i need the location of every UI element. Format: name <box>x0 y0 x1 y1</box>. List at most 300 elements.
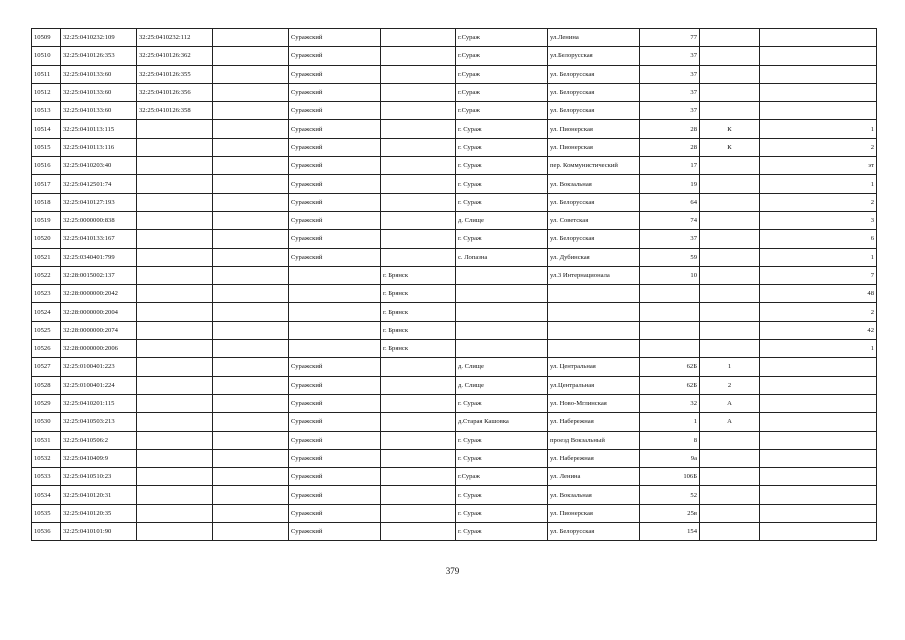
house-number-cell: 25в <box>640 504 700 522</box>
locality-cell: г. Сураж <box>456 449 548 467</box>
record-number-cell: 10530 <box>32 413 61 431</box>
building-letter-cell <box>700 230 760 248</box>
cadastral-number-cell: 32:25:0410113:115 <box>61 120 137 138</box>
record-number-cell: 10524 <box>32 303 61 321</box>
district-cell: Суражский <box>289 468 381 486</box>
street-cell: проезд Вокзальный <box>548 431 640 449</box>
empty-cell <box>213 175 289 193</box>
building-letter-cell <box>700 211 760 229</box>
house-number-cell: 28 <box>640 120 700 138</box>
record-number-cell: 10523 <box>32 285 61 303</box>
house-number-cell: 59 <box>640 248 700 266</box>
apartment-cell <box>760 431 877 449</box>
cadastral-number-cell: 32:25:0410120:35 <box>61 504 137 522</box>
cadastral-number-cell: 32:28:0000000:2004 <box>61 303 137 321</box>
cadastral-number-cell: 32:25:0410203:40 <box>61 157 137 175</box>
record-number-cell: 10529 <box>32 394 61 412</box>
cadastral-number-cell: 32:25:0410133:60 <box>61 83 137 101</box>
apartment-cell <box>760 523 877 541</box>
locality-cell: г. Сураж <box>456 138 548 156</box>
cadastral-number-cell: 32:25:0410127:193 <box>61 193 137 211</box>
city-cell <box>381 175 456 193</box>
cadastral-number-cell: 32:25:0100401:224 <box>61 376 137 394</box>
related-cadastral-number-cell <box>137 120 213 138</box>
city-cell: г. Брянск <box>381 321 456 339</box>
building-letter-cell <box>700 340 760 358</box>
cadastral-number-cell: 32:25:0410133:167 <box>61 230 137 248</box>
house-number-cell <box>640 321 700 339</box>
apartment-cell: 1 <box>760 340 877 358</box>
table-row <box>32 394 877 412</box>
related-cadastral-number-cell <box>137 266 213 284</box>
record-number-cell: 10513 <box>32 102 61 120</box>
apartment-cell <box>760 102 877 120</box>
building-letter-cell: К <box>700 138 760 156</box>
cadastral-number-cell: 32:25:0410506:2 <box>61 431 137 449</box>
district-cell: Суражский <box>289 376 381 394</box>
district-cell <box>289 285 381 303</box>
district-cell: Суражский <box>289 394 381 412</box>
cadastral-number-cell: 32:25:0410201:115 <box>61 394 137 412</box>
street-cell: ул. Дубинская <box>548 248 640 266</box>
cadastral-number-cell: 32:28:0000000:2042 <box>61 285 137 303</box>
related-cadastral-number-cell <box>137 285 213 303</box>
cadastral-number-cell: 32:25:0410133:60 <box>61 65 137 83</box>
building-letter-cell <box>700 303 760 321</box>
district-cell: Суражский <box>289 47 381 65</box>
table-row <box>32 376 877 394</box>
city-cell <box>381 83 456 101</box>
building-letter-cell <box>700 83 760 101</box>
record-number-cell: 10527 <box>32 358 61 376</box>
district-cell: Суражский <box>289 413 381 431</box>
record-number-cell: 10521 <box>32 248 61 266</box>
cadastral-number-cell: 32:25:0410409:9 <box>61 449 137 467</box>
record-number-cell: 10533 <box>32 468 61 486</box>
related-cadastral-number-cell <box>137 413 213 431</box>
empty-cell <box>213 413 289 431</box>
building-letter-cell: К <box>700 120 760 138</box>
house-number-cell: 106Б <box>640 468 700 486</box>
empty-cell <box>213 321 289 339</box>
locality-cell: г. Сураж <box>456 523 548 541</box>
street-cell <box>548 321 640 339</box>
house-number-cell: 154 <box>640 523 700 541</box>
locality-cell: г. Сураж <box>456 120 548 138</box>
district-cell: Суражский <box>289 431 381 449</box>
apartment-cell: 3 <box>760 211 877 229</box>
city-cell <box>381 376 456 394</box>
related-cadastral-number-cell <box>137 376 213 394</box>
empty-cell <box>213 47 289 65</box>
apartment-cell <box>760 47 877 65</box>
house-number-cell: 37 <box>640 102 700 120</box>
cadastral-number-cell: 32:25:0410232:109 <box>61 29 137 47</box>
house-number-cell <box>640 340 700 358</box>
street-cell <box>548 303 640 321</box>
city-cell <box>381 486 456 504</box>
house-number-cell: 62Б <box>640 376 700 394</box>
table-row <box>32 193 877 211</box>
house-number-cell: 37 <box>640 230 700 248</box>
apartment-cell: 1 <box>760 120 877 138</box>
empty-cell <box>213 83 289 101</box>
locality-cell <box>456 285 548 303</box>
record-number-cell: 10514 <box>32 120 61 138</box>
city-cell <box>381 523 456 541</box>
street-cell: ул. Набережная <box>548 449 640 467</box>
apartment-cell: 2 <box>760 193 877 211</box>
related-cadastral-number-cell <box>137 340 213 358</box>
street-cell: ул. Белорусская <box>548 523 640 541</box>
district-cell: Суражский <box>289 358 381 376</box>
district-cell: Суражский <box>289 102 381 120</box>
apartment-cell: 1 <box>760 175 877 193</box>
page-number: 379 <box>445 566 460 576</box>
district-cell: Суражский <box>289 248 381 266</box>
related-cadastral-number-cell: 32:25:0410126:362 <box>137 47 213 65</box>
cadastral-number-cell: 32:28:0000000:2074 <box>61 321 137 339</box>
record-number-cell: 10535 <box>32 504 61 522</box>
district-cell: Суражский <box>289 504 381 522</box>
record-number-cell: 10517 <box>32 175 61 193</box>
record-number-cell: 10534 <box>32 486 61 504</box>
empty-cell <box>213 211 289 229</box>
empty-cell <box>213 431 289 449</box>
district-cell: Суражский <box>289 120 381 138</box>
city-cell <box>381 504 456 522</box>
city-cell: г. Брянск <box>381 285 456 303</box>
apartment-cell <box>760 65 877 83</box>
related-cadastral-number-cell <box>137 394 213 412</box>
district-cell <box>289 340 381 358</box>
city-cell <box>381 102 456 120</box>
house-number-cell: 52 <box>640 486 700 504</box>
apartment-cell <box>760 468 877 486</box>
house-number-cell: 1 <box>640 413 700 431</box>
city-cell <box>381 248 456 266</box>
house-number-cell: 62Б <box>640 358 700 376</box>
table-row <box>32 29 877 47</box>
city-cell <box>381 358 456 376</box>
cadastral-number-cell: 32:25:0000000:838 <box>61 211 137 229</box>
house-number-cell <box>640 285 700 303</box>
building-letter-cell: 1 <box>700 358 760 376</box>
related-cadastral-number-cell <box>137 303 213 321</box>
apartment-cell: 6 <box>760 230 877 248</box>
district-cell: Суражский <box>289 157 381 175</box>
table-row <box>32 157 877 175</box>
record-number-cell: 10511 <box>32 65 61 83</box>
table-row <box>32 175 877 193</box>
district-cell: Суражский <box>289 449 381 467</box>
locality-cell: г.Сураж <box>456 83 548 101</box>
locality-cell: г. Сураж <box>456 504 548 522</box>
city-cell <box>381 468 456 486</box>
cadastral-number-cell: 32:25:0410133:60 <box>61 102 137 120</box>
city-cell <box>381 431 456 449</box>
empty-cell <box>213 486 289 504</box>
related-cadastral-number-cell <box>137 486 213 504</box>
record-number-cell: 10532 <box>32 449 61 467</box>
city-cell <box>381 449 456 467</box>
cadastral-number-cell: 32:25:0410113:116 <box>61 138 137 156</box>
cadastral-number-cell: 32:25:0410126:353 <box>61 47 137 65</box>
district-cell: Суражский <box>289 193 381 211</box>
locality-cell: г. Сураж <box>456 175 548 193</box>
record-number-cell: 10515 <box>32 138 61 156</box>
apartment-cell: 7 <box>760 266 877 284</box>
empty-cell <box>213 523 289 541</box>
city-cell: г. Брянск <box>381 266 456 284</box>
building-letter-cell <box>700 102 760 120</box>
district-cell: Суражский <box>289 211 381 229</box>
locality-cell: г.Сураж <box>456 468 548 486</box>
empty-cell <box>213 376 289 394</box>
apartment-cell: 2 <box>760 303 877 321</box>
table-row <box>32 248 877 266</box>
empty-cell <box>213 138 289 156</box>
related-cadastral-number-cell <box>137 504 213 522</box>
street-cell: ул. Советская <box>548 211 640 229</box>
table-row <box>32 486 877 504</box>
table-row <box>32 321 877 339</box>
building-letter-cell <box>700 65 760 83</box>
apartment-cell <box>760 449 877 467</box>
city-cell <box>381 29 456 47</box>
apartment-cell <box>760 29 877 47</box>
related-cadastral-number-cell: 32:25:0410126:355 <box>137 65 213 83</box>
district-cell: Суражский <box>289 29 381 47</box>
building-letter-cell <box>700 175 760 193</box>
locality-cell: д. Слище <box>456 376 548 394</box>
street-cell: ул. Белорусская <box>548 102 640 120</box>
apartment-cell: 42 <box>760 321 877 339</box>
street-cell: ул. Ленина <box>548 468 640 486</box>
street-cell: ул. Вокзальная <box>548 486 640 504</box>
locality-cell: г. Сураж <box>456 486 548 504</box>
cadastral-number-cell: 32:25:0340401:799 <box>61 248 137 266</box>
related-cadastral-number-cell <box>137 157 213 175</box>
related-cadastral-number-cell <box>137 523 213 541</box>
cadastral-number-cell: 32:25:0410503:213 <box>61 413 137 431</box>
apartment-cell <box>760 394 877 412</box>
house-number-cell: 17 <box>640 157 700 175</box>
related-cadastral-number-cell <box>137 193 213 211</box>
building-letter-cell <box>700 157 760 175</box>
street-cell: ул. Пионерская <box>548 138 640 156</box>
district-cell <box>289 321 381 339</box>
district-cell: Суражский <box>289 523 381 541</box>
locality-cell <box>456 303 548 321</box>
locality-cell: д.Старая Кашовка <box>456 413 548 431</box>
locality-cell: г.Сураж <box>456 29 548 47</box>
table-row <box>32 449 877 467</box>
record-number-cell: 10516 <box>32 157 61 175</box>
empty-cell <box>213 504 289 522</box>
table-row <box>32 413 877 431</box>
cadastral-number-cell: 32:25:0410101:90 <box>61 523 137 541</box>
record-number-cell: 10512 <box>32 83 61 101</box>
building-letter-cell <box>700 248 760 266</box>
locality-cell <box>456 266 548 284</box>
city-cell <box>381 230 456 248</box>
house-number-cell: 37 <box>640 83 700 101</box>
building-letter-cell: А <box>700 394 760 412</box>
apartment-cell: 2 <box>760 138 877 156</box>
record-number-cell: 10528 <box>32 376 61 394</box>
building-letter-cell <box>700 504 760 522</box>
empty-cell <box>213 358 289 376</box>
district-cell: Суражский <box>289 175 381 193</box>
apartment-cell <box>760 413 877 431</box>
street-cell: ул. Белорусская <box>548 230 640 248</box>
table-row <box>32 504 877 522</box>
record-number-cell: 10531 <box>32 431 61 449</box>
record-number-cell: 10536 <box>32 523 61 541</box>
house-number-cell: 8 <box>640 431 700 449</box>
district-cell: Суражский <box>289 83 381 101</box>
building-letter-cell: 2 <box>700 376 760 394</box>
street-cell: ул.Центральная <box>548 376 640 394</box>
empty-cell <box>213 285 289 303</box>
city-cell: г. Брянск <box>381 303 456 321</box>
house-number-cell: 64 <box>640 193 700 211</box>
city-cell <box>381 157 456 175</box>
building-letter-cell <box>700 431 760 449</box>
building-letter-cell <box>700 468 760 486</box>
record-number-cell: 10510 <box>32 47 61 65</box>
empty-cell <box>213 248 289 266</box>
apartment-cell: 48 <box>760 285 877 303</box>
city-cell <box>381 394 456 412</box>
empty-cell <box>213 29 289 47</box>
record-number-cell: 10519 <box>32 211 61 229</box>
empty-cell <box>213 394 289 412</box>
table-row <box>32 138 877 156</box>
house-number-cell: 37 <box>640 47 700 65</box>
table-row <box>32 120 877 138</box>
table-row <box>32 83 877 101</box>
table-row <box>32 468 877 486</box>
table-row <box>32 102 877 120</box>
house-number-cell: 74 <box>640 211 700 229</box>
property-registry-table <box>31 28 877 541</box>
related-cadastral-number-cell <box>137 468 213 486</box>
locality-cell: г. Сураж <box>456 431 548 449</box>
empty-cell <box>213 340 289 358</box>
related-cadastral-number-cell: 32:25:0410232:112 <box>137 29 213 47</box>
record-number-cell: 10518 <box>32 193 61 211</box>
city-cell <box>381 138 456 156</box>
related-cadastral-number-cell <box>137 358 213 376</box>
empty-cell <box>213 65 289 83</box>
house-number-cell: 19 <box>640 175 700 193</box>
building-letter-cell: А <box>700 413 760 431</box>
related-cadastral-number-cell <box>137 138 213 156</box>
record-number-cell: 10509 <box>32 29 61 47</box>
related-cadastral-number-cell <box>137 248 213 266</box>
record-number-cell: 10520 <box>32 230 61 248</box>
house-number-cell: 32 <box>640 394 700 412</box>
street-cell <box>548 285 640 303</box>
cadastral-number-cell: 32:28:0015002:137 <box>61 266 137 284</box>
house-number-cell: 28 <box>640 138 700 156</box>
empty-cell <box>213 230 289 248</box>
street-cell: ул.Ленина <box>548 29 640 47</box>
apartment-cell <box>760 486 877 504</box>
apartment-cell: эт <box>760 157 877 175</box>
record-number-cell: 10525 <box>32 321 61 339</box>
related-cadastral-number-cell <box>137 175 213 193</box>
table-row <box>32 303 877 321</box>
street-cell: ул. Белорусская <box>548 193 640 211</box>
district-cell <box>289 266 381 284</box>
city-cell <box>381 65 456 83</box>
district-cell: Суражский <box>289 486 381 504</box>
locality-cell: г.Сураж <box>456 47 548 65</box>
related-cadastral-number-cell <box>137 321 213 339</box>
empty-cell <box>213 193 289 211</box>
table-row <box>32 358 877 376</box>
locality-cell <box>456 321 548 339</box>
street-cell: ул. Центральная <box>548 358 640 376</box>
locality-cell: г. Сураж <box>456 193 548 211</box>
locality-cell: г. Сураж <box>456 394 548 412</box>
street-cell: ул.3 Интернационала <box>548 266 640 284</box>
street-cell: ул.Белорусская <box>548 47 640 65</box>
table-row <box>32 431 877 449</box>
related-cadastral-number-cell <box>137 230 213 248</box>
record-number-cell: 10526 <box>32 340 61 358</box>
table-row <box>32 523 877 541</box>
street-cell: пер. Коммунистический <box>548 157 640 175</box>
city-cell <box>381 413 456 431</box>
locality-cell: г. Сураж <box>456 157 548 175</box>
locality-cell: д. Слище <box>456 358 548 376</box>
city-cell <box>381 47 456 65</box>
apartment-cell <box>760 358 877 376</box>
building-letter-cell <box>700 486 760 504</box>
street-cell: ул. Ново-Мглинская <box>548 394 640 412</box>
table-row <box>32 65 877 83</box>
street-cell: ул. Белорусская <box>548 83 640 101</box>
apartment-cell <box>760 376 877 394</box>
empty-cell <box>213 120 289 138</box>
building-letter-cell <box>700 266 760 284</box>
table-row <box>32 230 877 248</box>
district-cell <box>289 303 381 321</box>
city-cell <box>381 120 456 138</box>
street-cell: ул. Вокзальная <box>548 175 640 193</box>
building-letter-cell <box>700 321 760 339</box>
building-letter-cell <box>700 47 760 65</box>
house-number-cell: 9а <box>640 449 700 467</box>
street-cell: ул. Пионерская <box>548 120 640 138</box>
empty-cell <box>213 266 289 284</box>
cadastral-number-cell: 32:25:0410120:31 <box>61 486 137 504</box>
cadastral-number-cell: 32:25:0412501:74 <box>61 175 137 193</box>
locality-cell: г. Сураж <box>456 230 548 248</box>
apartment-cell: 1 <box>760 248 877 266</box>
empty-cell <box>213 157 289 175</box>
record-number-cell: 10522 <box>32 266 61 284</box>
building-letter-cell <box>700 285 760 303</box>
locality-cell: с. Лопазна <box>456 248 548 266</box>
building-letter-cell <box>700 193 760 211</box>
cadastral-number-cell: 32:28:0000000:2006 <box>61 340 137 358</box>
locality-cell: г.Сураж <box>456 102 548 120</box>
